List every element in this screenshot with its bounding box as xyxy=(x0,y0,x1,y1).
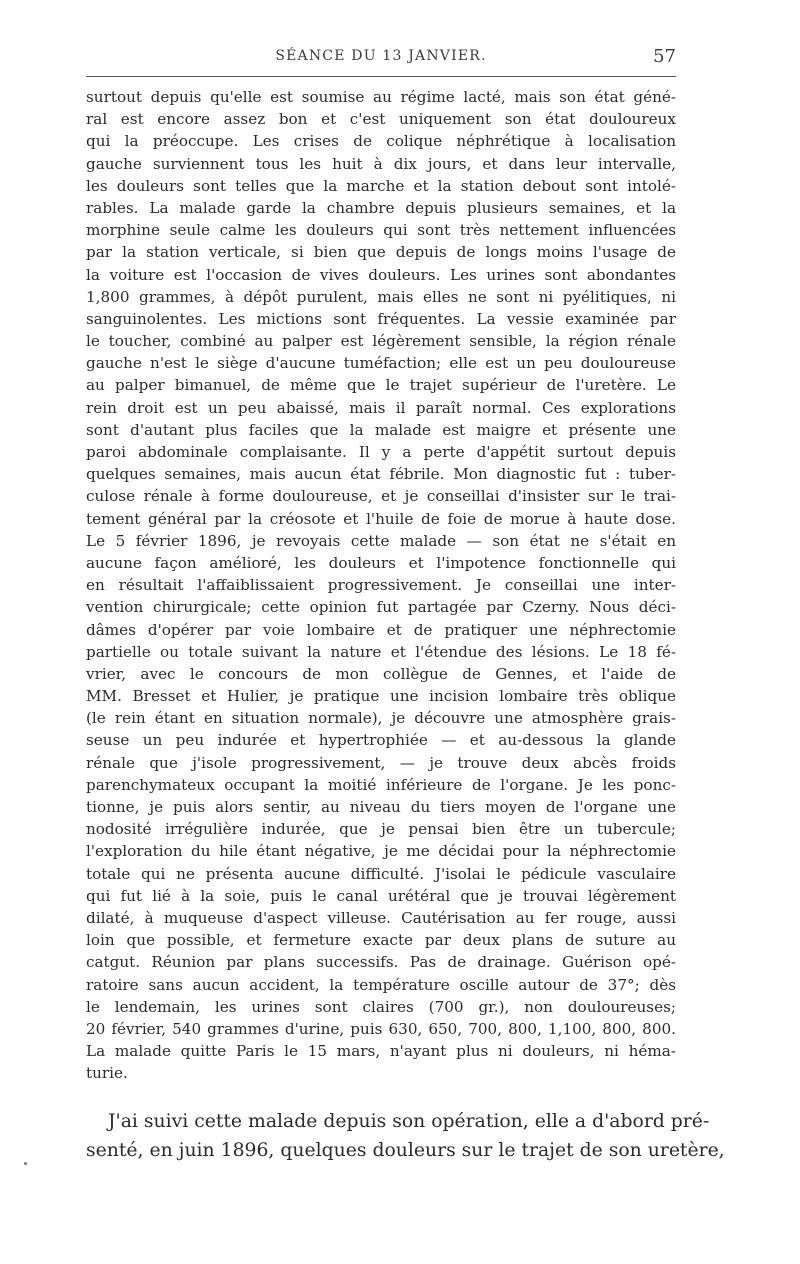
text-line: en résultait l'affaiblissaient progressivement. Je conseillai une inter- xyxy=(86,576,676,595)
text-line: rénale que j'isole progressivement, — je trouve deux abcès froids xyxy=(86,753,676,772)
page-number: 57 xyxy=(653,46,676,67)
text-line: gauche surviennent tous les huit à dix jours, et dans leur intervalle, xyxy=(86,154,676,173)
text-line: qui fut lié à la soie, puis le canal urétéral que je trouvai légèrement xyxy=(86,886,676,905)
text-line: au palper bimanuel, de même que le trajet supérieur de l'uretère. Le xyxy=(86,376,676,395)
text-line: la voiture est l'occasion de vives douleurs. Les urines sont abondantes xyxy=(86,265,676,284)
text-line: turie. xyxy=(86,1064,128,1083)
text-line: culose rénale à forme douloureuse, et je conseillai d'insister sur le trai- xyxy=(86,487,676,506)
text-line: tement général par la créosote et l'huile de foie de morue à haute dose. xyxy=(86,509,676,528)
text-line: catgut. Réunion par plans successifs. Pas de drainage. Guérison opé- xyxy=(86,953,676,972)
text-line: par la station verticale, si bien que depuis de longs moins l'usage de xyxy=(86,243,676,262)
text-line: rein droit est un peu abaissé, mais il paraît normal. Ces explorations xyxy=(86,398,676,417)
text-line: les douleurs sont telles que la marche et la station debout sont intolé- xyxy=(86,176,676,195)
text-line: dâmes d'opérer par voie lombaire et de pratiquer une néphrectomie xyxy=(86,620,676,639)
text-line: (le rein étant en situation normale), je découvre une atmosphère grais- xyxy=(86,709,676,728)
text-line: tionne, je puis alors sentir, au niveau du tiers moyen de l'organe une xyxy=(86,798,676,816)
text-line: sont d'autant plus faciles que la malade est maigre et présente une xyxy=(86,420,676,439)
running-title: SÉANCE DU 13 JANVIER. xyxy=(275,48,487,64)
text-line: vention chirurgicale; cette opinion fut partagée par Czerny. Nous déci- xyxy=(86,598,676,617)
header-rule xyxy=(86,76,676,77)
running-head xyxy=(86,46,676,72)
text-line: Le 5 février 1896, je revoyais cette malade — son état ne s'était en xyxy=(86,531,676,550)
text-line: J'ai suivi cette malade depuis son opération, elle a d'abord pré- xyxy=(108,1111,710,1132)
text-line: vrier, avec le concours de mon collègue de Gennes, et l'aide de xyxy=(86,664,676,683)
text-line: rables. La malade garde la chambre depuis plusieurs semaines, et la xyxy=(86,198,676,217)
text-line: le lendemain, les urines sont claires (700 gr.), non douloureuses; xyxy=(86,997,676,1016)
text-line: loin que possible, et fermeture exacte par deux plans de suture au xyxy=(86,931,676,950)
case-report-text xyxy=(86,86,676,1084)
text-line: paroi abdominale complaisante. Il y a perte d'appétit surtout depuis xyxy=(86,443,676,461)
text-line: gauche n'est le siège d'aucune tuméfaction; elle est un peu douloureuse xyxy=(86,354,676,373)
text-line: sanguinolentes. Les mictions sont fréquentes. La vessie examinée par xyxy=(86,309,676,328)
text-line: l'exploration du hile étant négative, je me décidai pour la néphrectomie xyxy=(86,842,676,861)
text-line: parenchymateux occupant la moitié inférieure de l'organe. Je les ponc- xyxy=(86,775,676,794)
text-line: aucune façon amélioré, les douleurs et l'impotence fonctionnelle qui xyxy=(86,553,676,572)
text-line: nodosité irrégulière indurée, que je pensai bien être un tubercule; xyxy=(86,820,676,839)
text-line: dilaté, à muqueuse d'aspect villeuse. Cautérisation au fer rouge, aussi xyxy=(86,908,676,927)
text-line: surtout depuis qu'elle est soumise au régime lacté, mais son état géné- xyxy=(86,88,676,106)
text-line: partielle ou totale suivant la nature et l'étendue des lésions. Le 18 fé- xyxy=(86,642,676,661)
text-line: morphine seule calme les douleurs qui sont très nettement influencées xyxy=(86,221,676,240)
text-line: ratoire sans aucun accident, la température oscille autour de 37°; dès xyxy=(86,975,676,994)
text-line: le toucher, combiné au palper est légèrement sensible, la région rénale xyxy=(86,332,676,351)
paper-speck xyxy=(24,1162,27,1165)
text-line: quelques semaines, mais aucun état fébrile. Mon diagnostic fut : tuber- xyxy=(86,465,676,484)
text-line: MM. Bresset et Hulier, je pratique une incision lombaire très oblique xyxy=(86,687,676,706)
text-line: senté, en juin 1896, quelques douleurs sur le trajet de son uretère, xyxy=(86,1139,725,1161)
text-line: seuse un peu indurée et hypertrophiée — et au-dessous la glande xyxy=(86,731,676,750)
text-line: 20 février, 540 grammes d'urine, puis 630, 650, 700, 800, 1,100, 800, 800. xyxy=(86,1019,676,1038)
text-line: 1,800 grammes, à dépôt purulent, mais elles ne sont ni pyélitiques, ni xyxy=(86,287,676,306)
follow-up-paragraph xyxy=(86,1108,725,1165)
text-line: La malade quitte Paris le 15 mars, n'ayant plus ni douleurs, ni héma- xyxy=(86,1042,676,1061)
text-line: ral est encore assez bon et c'est uniquement son état douloureux xyxy=(86,110,676,129)
text-line: totale qui ne présenta aucune difficulté. J'isolai le pédicule vasculaire xyxy=(86,864,676,883)
text-line: qui la préoccupe. Les crises de colique néphrétique à localisation xyxy=(86,132,676,151)
